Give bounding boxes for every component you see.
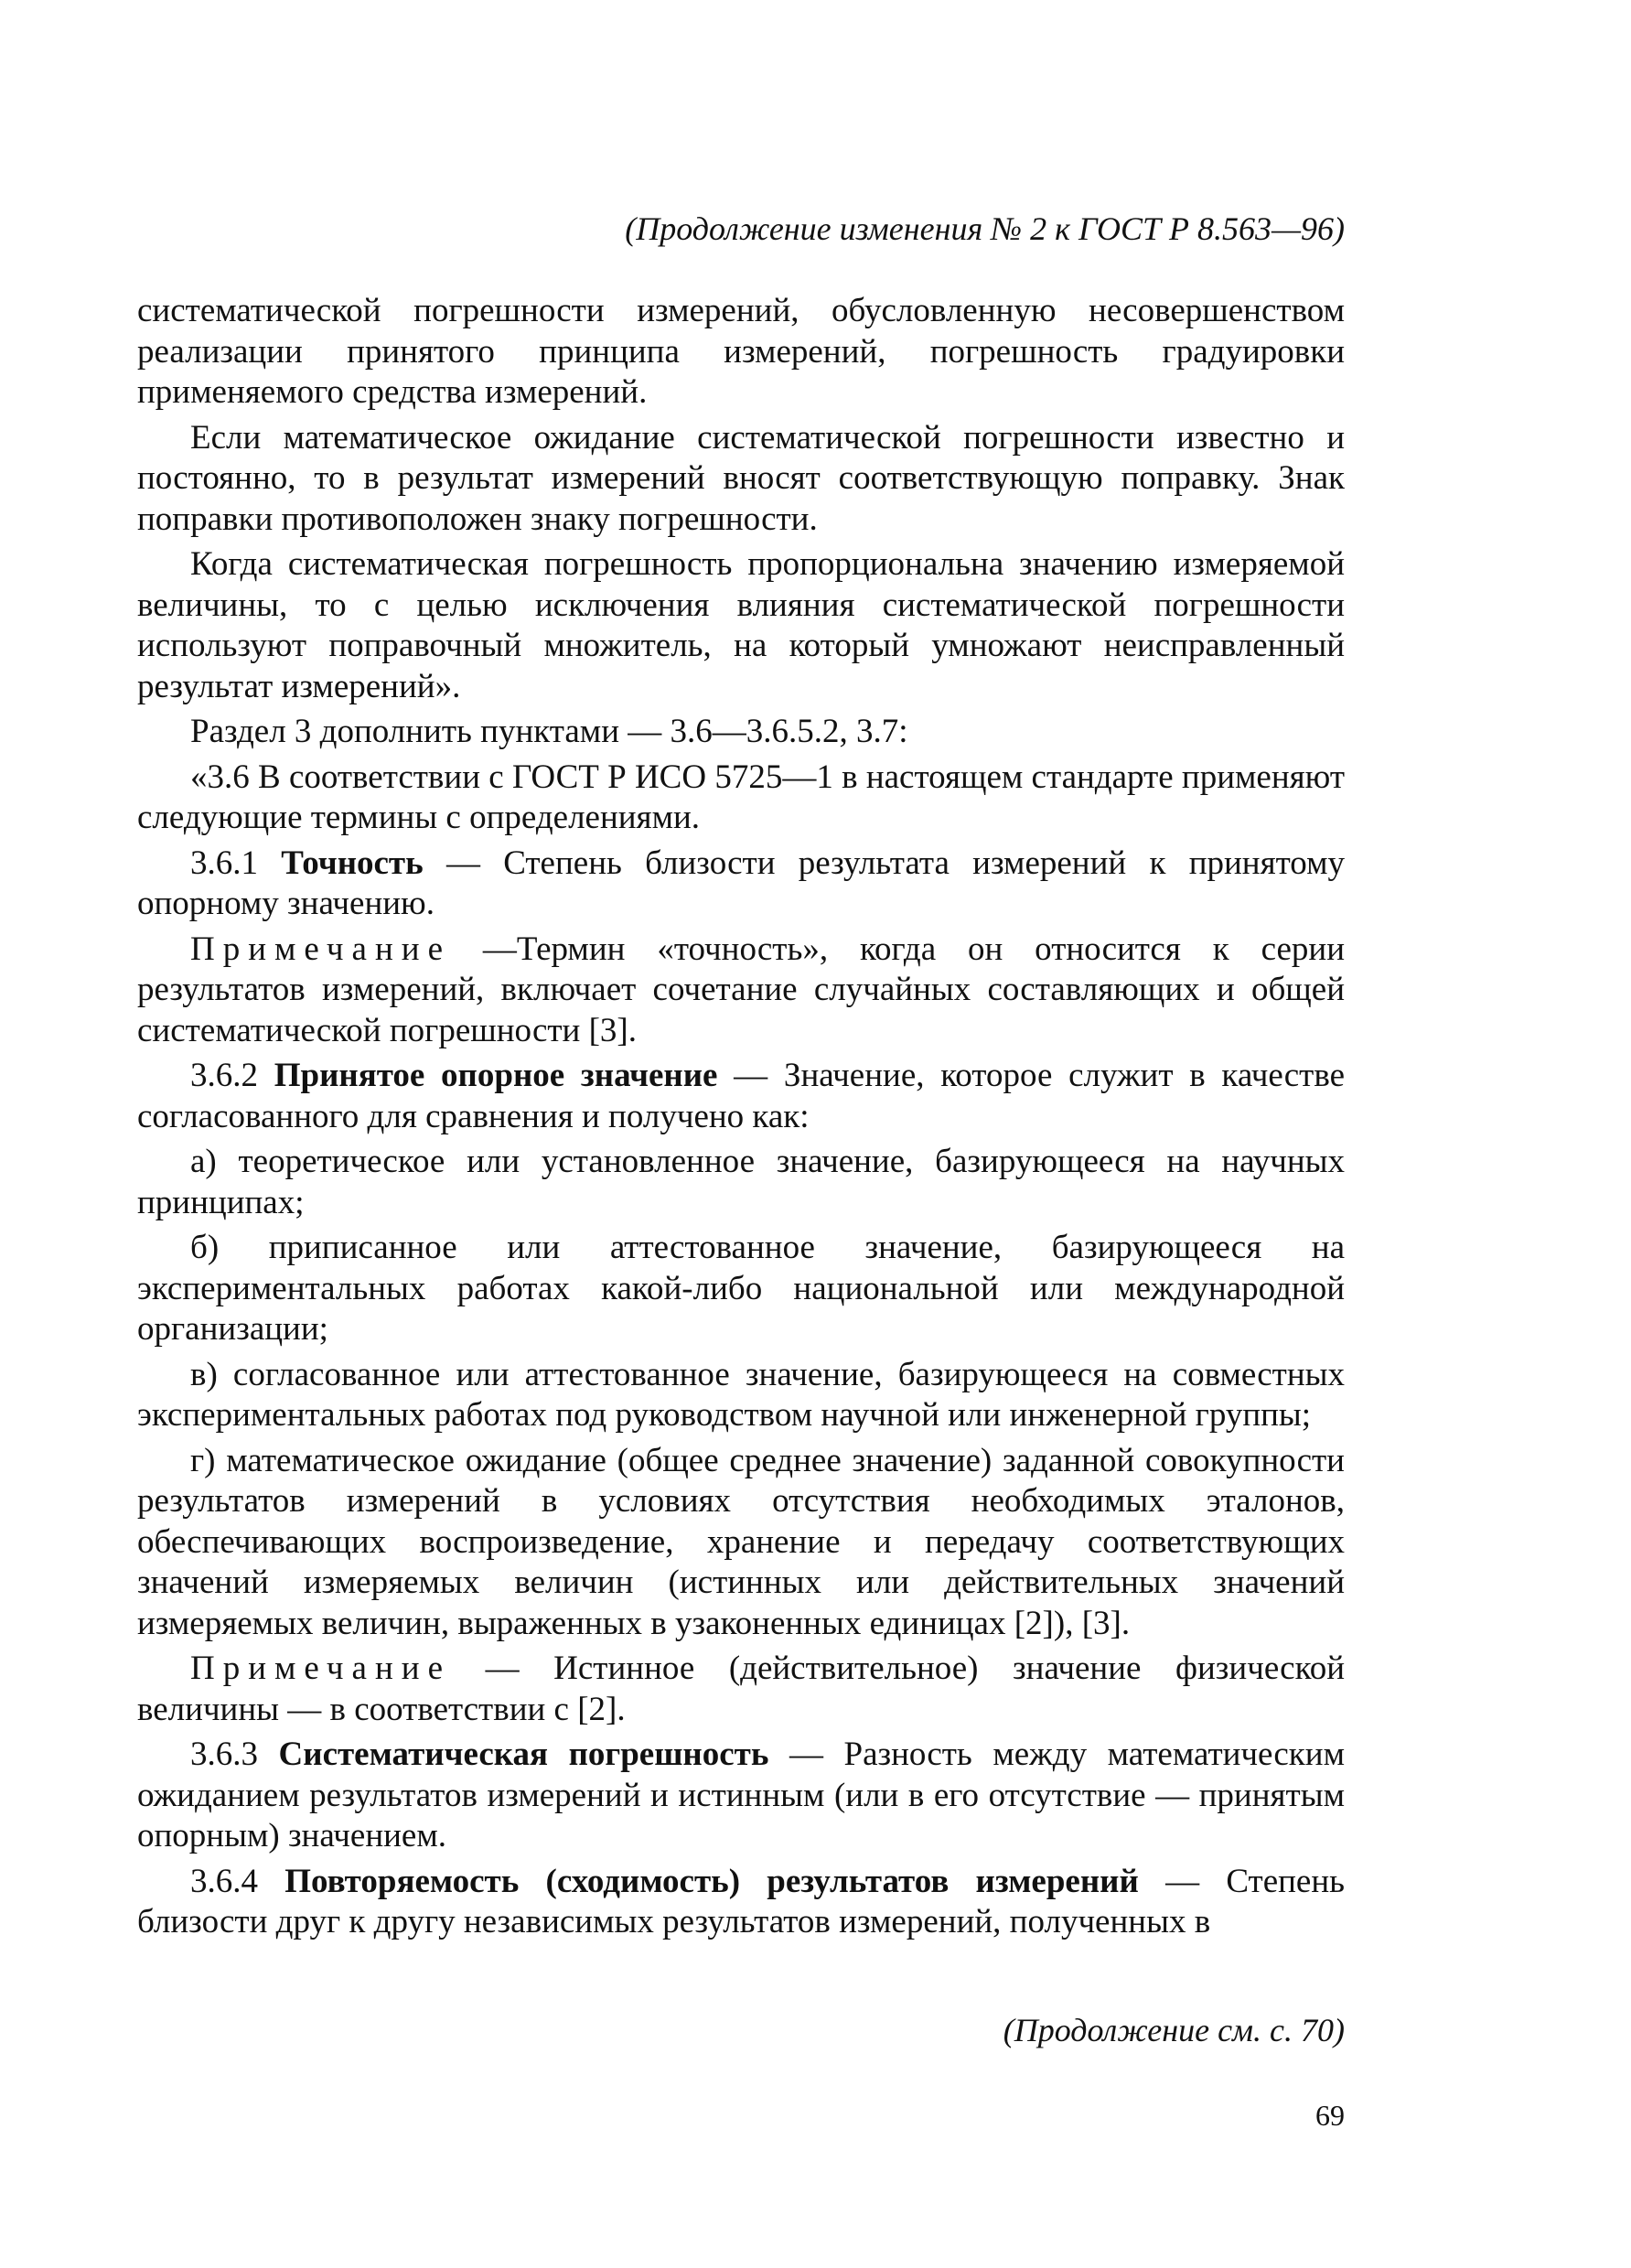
page-number: 69 — [1315, 2099, 1345, 2132]
clause-3-6-2 — [137, 1056, 1345, 1137]
clause-number: 3.6.3 — [190, 1736, 258, 1773]
list-item-b: б) приписанное или аттестованное значение, базирующееся на экспериментальных работах какой-либо национальной или международной организации; — [137, 1229, 1345, 1348]
note-label: Примечание — [190, 930, 451, 968]
paragraph-section3: Раздел 3 дополнить пунктами — 3.6—3.6.5.2, 3.7: — [190, 713, 908, 750]
paragraph-expectation: Если математическое ожидание систематической погрешности известно и постоянно, то в результат измерений вносят соответствующую поправку. Знак поправки противоположен знаку погрешности. — [137, 418, 1345, 538]
note-label: Примечание — [190, 1650, 451, 1687]
term-systematic-error: Систематическая погрешность — [278, 1736, 769, 1773]
paragraph-continuation: систематической погрешности измерений, обусловленную несовершенством реализации принятого принципа измерений, погрешность градуировки применяемого средства измерений. — [137, 292, 1345, 411]
term-reference-value: Принятое опорное значение — [274, 1057, 718, 1094]
term-repeatability: Повторяемость (сходимость) результатов измерений — [284, 1862, 1139, 1900]
document-body — [137, 291, 1345, 1948]
term-accuracy: Точность — [281, 844, 424, 882]
paragraph-proportional: Когда систематическая погрешность пропорциональна значению измеряемой величины, то с целью исключения влияния систематической погрешности используют поправочный множитель, на который умножают неисправленный результат измерений». — [137, 545, 1345, 705]
clause-3-6-3 — [137, 1735, 1345, 1857]
clause-definition: — Значение, которое служит в качестве согласованного для сравнения и получено как: — [137, 1057, 1345, 1135]
clause-number: 3.6.4 — [190, 1862, 258, 1900]
clause-definition: — Степень близости результата измерений к принятому опорному значению. — [137, 844, 1345, 922]
clause-definition: — Разность между математическим ожиданием результатов измерений и истинным (или в его отсутствие — принятым опорным) значением. — [137, 1736, 1345, 1854]
clause-number: 3.6.2 — [190, 1057, 258, 1094]
list-item-v: в) согласованное или аттестованное значение, базирующееся на совместных экспериментальных работах под руководством научной или инженерной группы; — [137, 1355, 1345, 1434]
clause-definition: — Степень близости друг к другу независимых результатов измерений, полученных в — [137, 1862, 1346, 1940]
note-accuracy — [137, 930, 1345, 1052]
list-item-g: г) математическое ожидание (общее среднее значение) заданной совокупности результатов измерений в условиях отсутствия необходимых эталонов, обеспечивающих воспроизведение, хранение и передачу соответствующих значений измеряемых величин (истинных или действительных значений измеряемых величин, выраженных в узаконенных единицах [2]), [3]. — [137, 1441, 1345, 1642]
list-item-a: а) теоретическое или установленное значение, базирующееся на научных принципах; — [137, 1143, 1345, 1221]
page-header: (Продолжение изменения № 2 к ГОСТ Р 8.563—96) — [625, 210, 1345, 247]
note-true-value — [137, 1649, 1345, 1730]
clause-3-6-1 — [137, 844, 1345, 925]
note-text: —Термин «точность», когда он относится к серии результатов измерений, включает сочетание случайных составляющих и общей систематической погрешности [3]. — [137, 930, 1345, 1049]
paragraph-3-6: «3.6 В соответствии с ГОСТ Р ИСО 5725—1 в настоящем стандарте применяют следующие термины с определениями. — [137, 758, 1345, 836]
continuation-note: (Продолжение см. с. 70) — [1003, 2012, 1345, 2048]
note-text: — Истинное (действительное) значение физической величины — в соответствии с [2]. — [137, 1650, 1345, 1728]
clause-number: 3.6.1 — [190, 844, 258, 882]
clause-3-6-4 — [137, 1862, 1345, 1943]
